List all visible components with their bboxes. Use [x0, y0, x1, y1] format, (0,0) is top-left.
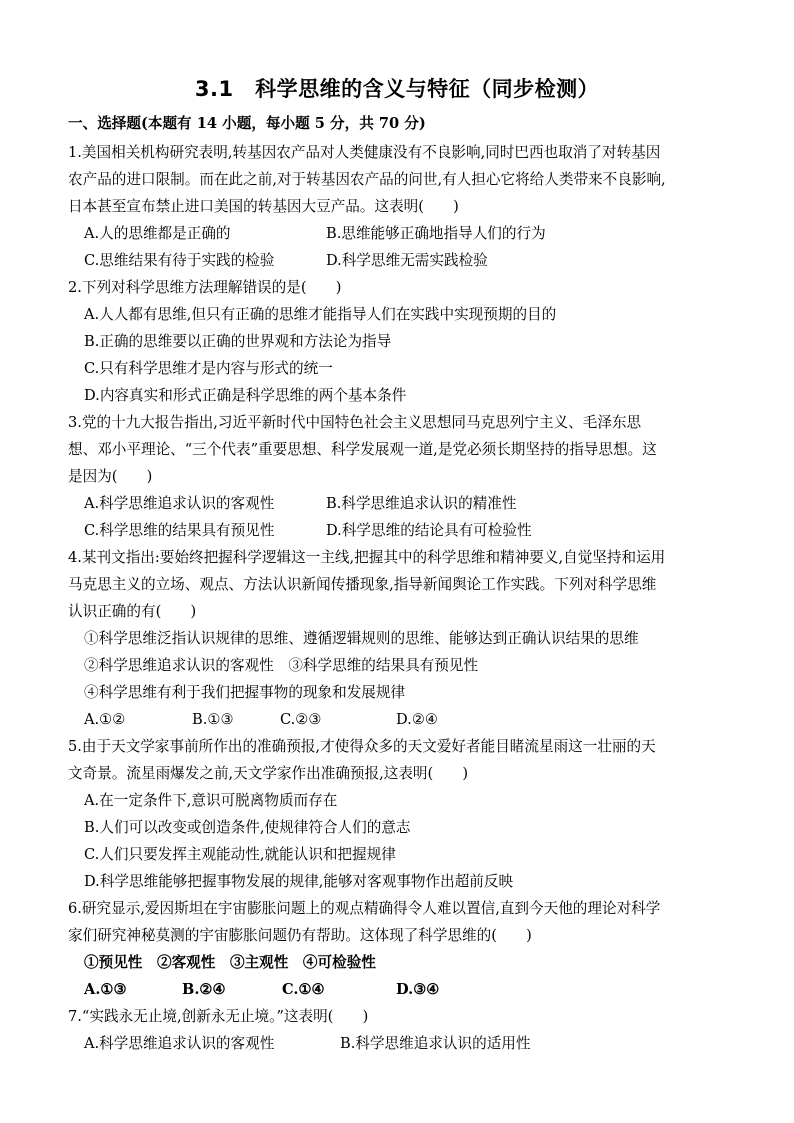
question-1-line-2: 农产品的进口限制。而在此之前,对于转基因农产品的问世,有人担心它将给人类带来不良影响, [68, 171, 666, 188]
question-4-line-1: 4.某刊文指出:要始终把握科学逻辑这一主线,把握其中的科学思维和精神要义,自觉坚持和运用 [68, 549, 666, 566]
question-5-option-b: B.人们可以改变或创造条件,使规律符合人们的意志 [84, 819, 411, 836]
question-1-option-d: D.科学思维无需实践检验 [326, 252, 488, 269]
question-6-items: ①预见性 ②客观性 ③主观性 ④可检验性 [84, 954, 376, 971]
question-3-option-a: A.科学思维追求认识的客观性 [84, 495, 275, 512]
question-2-option-a: A.人人都有思维,但只有正确的思维才能指导人们在实践中实现预期的目的 [84, 306, 557, 323]
question-6-option-c: C.①④ [282, 981, 325, 998]
section-header: 一、选择题(本题有 14 小题，每小题 5 分，共 70 分) [68, 115, 426, 132]
question-2-option-d: D.内容真实和形式正确是科学思维的两个基本条件 [84, 387, 407, 404]
question-3-option-c: C.科学思维的结果具有预见性 [84, 522, 275, 539]
question-5-option-a: A.在一定条件下,意识可脱离物质而存在 [84, 792, 338, 809]
question-3-line-3: 是因为( ) [68, 468, 153, 485]
question-2-option-c: C.只有科学思维才是内容与形式的统一 [84, 360, 333, 377]
question-4-option-b: B.①③ [192, 711, 234, 728]
question-7-option-a: A.科学思维追求认识的客观性 [84, 1035, 275, 1052]
question-1-line-1: 1.美国相关机构研究表明,转基因农产品对人类健康没有不良影响,同时巴西也取消了对转基因 [68, 144, 661, 161]
question-6-option-d: D.③④ [396, 981, 440, 998]
question-1-option-b: B.思维能够正确地指导人们的行为 [326, 225, 546, 242]
question-1-option-c: C.思维结果有待于实践的检验 [84, 252, 275, 269]
question-6-line-1: 6.研究显示,爱因斯坦在宇宙膨胀问题上的观点精确得令人难以置信,直到今天他的理论对科学 [68, 900, 661, 917]
question-2-option-b: B.正确的思维要以正确的世界观和方法论为指导 [84, 333, 392, 350]
question-5-line-1: 5.由于天文学家事前所作出的准确预报,才使得众多的天文爱好者能目睹流星雨这一壮丽的天 [68, 738, 656, 755]
question-3-option-b: B.科学思维追求认识的精准性 [326, 495, 517, 512]
question-1-line-3: 日本甚至宣布禁止进口美国的转基因大豆产品。这表明( ) [68, 198, 459, 215]
question-5-option-c: C.人们只要发挥主观能动性,就能认识和把握规律 [84, 846, 396, 863]
question-4-item-2: ②科学思维追求认识的客观性 ③科学思维的结果具有预见性 [84, 657, 479, 674]
question-4-option-a: A.①② [84, 711, 126, 728]
page-title: 3.1 科学思维的含义与特征（同步检测） [194, 77, 600, 101]
question-4-option-d: D.②④ [396, 711, 438, 728]
question-4-line-2: 马克思主义的立场、观点、方法认识新闻传播现象,指导新闻舆论工作实践。下列对科学思维 [68, 576, 657, 593]
question-5-line-2: 文奇景。流星雨爆发之前,天文学家作出准确预报,这表明( ) [68, 765, 469, 782]
question-3-line-1: 3.党的十九大报告指出,习近平新时代中国特色社会主义思想同马克思列宁主义、毛泽东思 [68, 414, 642, 431]
question-3-line-2: 想、邓小平理论、“三个代表”重要思想、科学发展观一道,是党必须长期坚持的指导思想。这 [68, 441, 657, 458]
question-6-option-b: B.②④ [182, 981, 226, 998]
question-4-item-1: ①科学思维泛指认识规律的思维、遵循逻辑规则的思维、能够达到正确认识结果的思维 [84, 630, 639, 647]
question-4-item-3: ④科学思维有利于我们把握事物的现象和发展规律 [84, 684, 406, 701]
question-6-line-2: 家们研究神秘莫测的宇宙膨胀问题仍有帮助。这体现了科学思维的( ) [68, 927, 532, 944]
question-7-line-1: 7.“实践永无止境,创新永无止境。”这表明( ) [68, 1008, 369, 1025]
question-4-option-c: C.②③ [280, 711, 322, 728]
question-5-option-d: D.科学思维能够把握事物发展的规律,能够对客观事物作出超前反映 [84, 873, 514, 890]
question-7-option-b: B.科学思维追求认识的适用性 [340, 1035, 531, 1052]
question-3-option-d: D.科学思维的结论具有可检验性 [326, 522, 532, 539]
question-4-line-3: 认识正确的有( ) [68, 603, 197, 620]
question-1-option-a: A.人的思维都是正确的 [84, 225, 231, 242]
question-6-option-a: A.①③ [84, 981, 127, 998]
question-2-line-1: 2.下列对科学思维方法理解错误的是( ) [68, 279, 342, 296]
